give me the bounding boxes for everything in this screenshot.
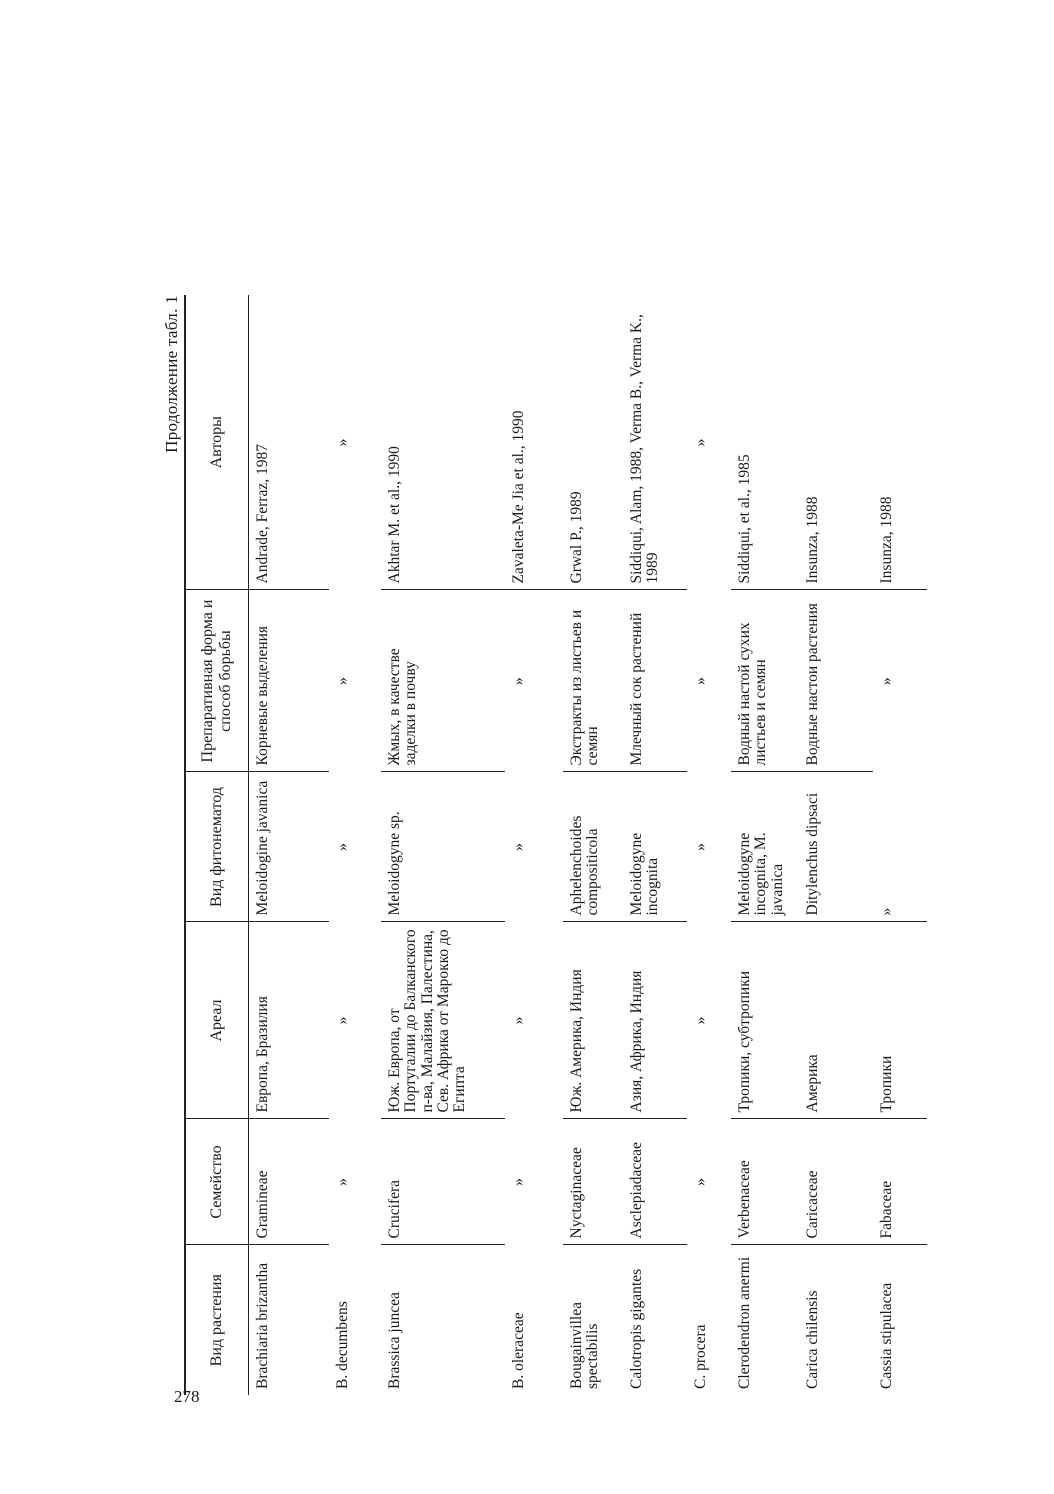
cell-authors: Siddiqui, et al., 1985 [731,295,799,590]
table-row [563,295,623,1395]
cell-plant: Calotropis gigantes [628,1268,645,1389]
cell-family: Gramineae [249,1119,330,1245]
cell-family: » [692,1178,709,1186]
cell-nematode: Meloidogyne sp. [381,772,505,922]
cell-range: Америка [799,922,873,1119]
cell-family: Asclepiadaceae [623,1119,687,1245]
cell-range: Азия, Африка, Индия [623,922,687,1119]
cell-preparation: » [878,677,895,686]
cell-preparation: » [334,677,351,685]
header-plant: Вид растения [185,1245,249,1395]
cell-nematode: Aphelenchoides compositicola [563,772,623,922]
cell-nematode: » [334,843,351,851]
table-row [623,295,687,1395]
cell-family: » [334,1178,351,1186]
table-row [249,295,330,1395]
cell-family: Nyctaginaceae [563,1119,623,1245]
cell-plant: C. procera [692,1324,709,1389]
header-preparation: Препаративная форма и способ борьбы [185,590,249,772]
cell-preparation: Жмых, в качестве заделки в почву [381,590,505,772]
cell-authors: » [334,438,351,447]
cell-preparation: Корневые выделения [249,590,330,772]
cell-nematode: » [873,772,927,922]
cell-range: » [692,1016,709,1025]
table-caption: Продолжение табл. 1 [162,295,181,453]
cell-preparation: Млечный сок растений [623,590,687,772]
cell-preparation: Водные настои растения [799,590,873,772]
rotated-page-content [162,295,895,1395]
cell-nematode: Meloidogyne incognita [623,772,687,922]
cell-preparation: » [510,677,527,686]
cell-family: » [510,1178,527,1186]
cell-plant: B. oleraceae [510,1312,527,1389]
cell-authors: » [692,438,709,447]
cell-nematode: Meloidogine javanica [249,772,330,922]
cell-range: Тропики, субтропики [731,922,799,1119]
cell-range: Юж. Америка, Индия [563,922,623,1119]
cell-plant: Brassica juncea [386,1292,403,1389]
table-row [505,295,563,1395]
cell-nematode: Meloidogyne incognita, M. javanica [731,772,799,922]
cell-family: Caricaceae [799,1119,873,1245]
cell-family: Fabaceae [873,1119,927,1245]
cell-authors: Andrade, Ferraz, 1987 [249,295,330,590]
header-nematode: Вид фитонематод [185,772,249,922]
cell-preparation: Водный настой сухих листьев и семян [731,590,799,772]
cell-plant: Bougainvillea spectabilis [568,1302,602,1389]
header-family: Семейство [185,1119,249,1245]
cell-range: » [334,1016,351,1025]
cell-nematode: » [510,843,527,851]
cell-authors: Insunza, 1988 [873,295,927,590]
table-row [799,295,873,1395]
cell-range: Европа, Бразилия [249,922,330,1119]
header-authors: Авторы [185,295,249,590]
cell-authors: Grwal P., 1989 [563,295,623,590]
cell-range: » [510,1016,527,1025]
cell-range: Тропики [873,922,927,1119]
cell-nematode: Ditylenchus dipsaci [799,772,873,922]
cell-range: Юж. Европа, от Португалии до Балканского п-ва, Малайзия, Палестина, Сев. Африка от Марокко до Египта [381,922,505,1119]
cell-plant: Carica chilensis [804,1290,821,1389]
cell-preparation: Экстракты из листьев и семян [563,590,623,772]
page-number: 278 [174,1387,200,1406]
cell-authors: Zavaleta-Me Jia et al., 1990 [505,295,563,590]
table-header-row [185,295,249,1395]
cell-plant: B. decumbens [334,1301,351,1389]
table-row [731,295,799,1395]
cell-authors: Akhtar M. et al., 1990 [381,295,505,590]
cell-preparation: » [692,677,709,685]
plant-nematode-table [184,295,927,1395]
cell-plant: Brachiaria brizantha [254,1262,271,1389]
cell-family: Crucifera [381,1119,505,1245]
cell-plant: Clerodendron anermi [736,1256,753,1389]
header-range: Ареал [185,922,249,1119]
cell-family: Verbenaceae [731,1119,799,1245]
cell-plant: Cassia stipulacea [878,1282,895,1389]
cell-nematode: » [692,843,709,851]
cell-authors: Insunza, 1988 [799,295,873,590]
table-row [381,295,505,1395]
table-row [873,295,927,1395]
table-row [329,295,381,1395]
cell-authors: Siddiqui, Alam, 1988, Verma B., Verma K., 1989 [623,295,687,590]
table-row [687,295,731,1395]
